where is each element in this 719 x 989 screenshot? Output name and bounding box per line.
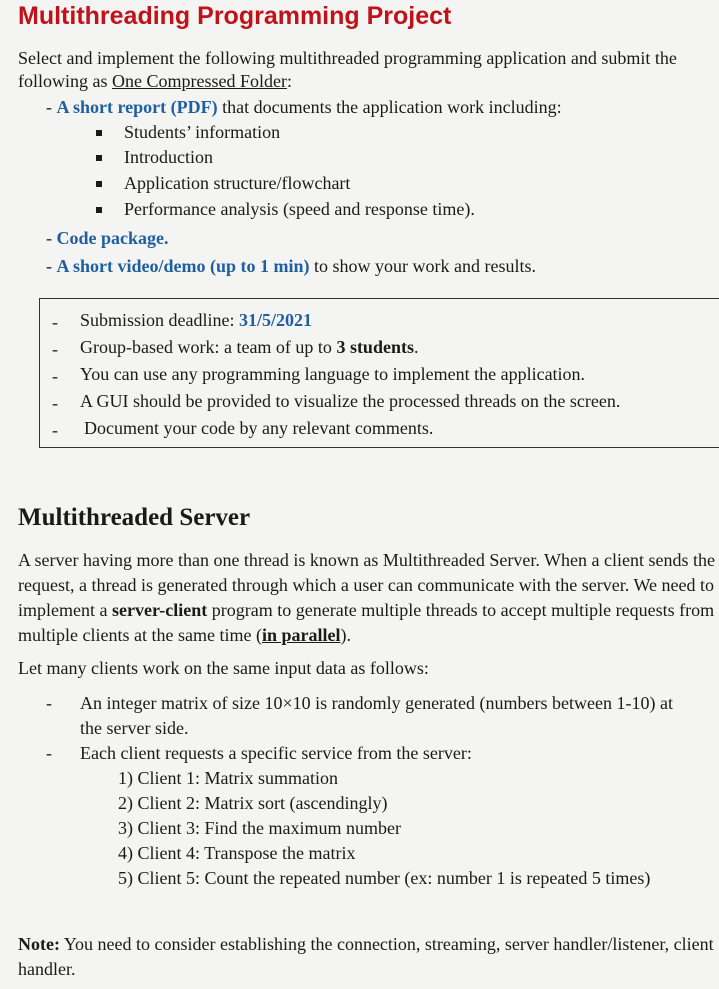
paragraph-line [18,625,351,646]
document-line: Document your code by any relevant comments. [84,418,434,438]
note-line-2: handler. [18,959,76,979]
dash-bullet: - [46,743,52,763]
in-parallel-text: in parallel [261,625,341,645]
gui-line: A GUI should be provided to visualize the processed threads on the screen. [80,391,621,411]
note-line-1 [18,934,714,955]
group-prefix: Group-based work: a team of up to [80,337,337,357]
intro-prefix: following as [18,71,112,91]
note-text: You need to consider establishing the connection, streaming, server handler/listener, client [59,934,714,954]
intro-line-2 [18,71,292,92]
group-line [80,337,418,358]
client-item: 2) Client 2: Matrix sort (ascendingly) [118,793,388,813]
intro-suffix: : [286,71,292,91]
report-item-text: Students’ information [124,122,281,142]
deliverable-report: - A short report (PDF) that documents the application work including: [46,97,562,117]
paragraph-line [18,600,714,621]
note-label: Note: [18,934,60,954]
deadline-value: 31/5/2021 [239,310,313,330]
server-client-text: server-client [111,600,208,620]
p1-line3-prefix: implement a [18,600,112,620]
dash-bullet: - [52,366,58,386]
report-item-text: Application structure/flowchart [124,173,351,193]
dash-bullet: - [52,339,58,359]
deliverable-code: - Code package. [46,228,169,248]
p1-line3-suffix: program to generate multiple threads to accept multiple requests from [207,600,715,620]
dash-bullet: - [52,420,58,440]
dash-bullet: - [46,693,52,713]
client-request-bullet: Each client requests a specific service from the server: [80,743,472,763]
deliverable-report-highlight: A short report (PDF) [56,97,218,117]
deliverable-video-rest: to show your work and results. [309,256,536,276]
dash-bullet: - [52,393,58,413]
report-item [96,122,280,143]
deliverable-video-highlight: A short video/demo (up to 1 min) [56,256,310,276]
report-item-text: Introduction [124,147,213,167]
paragraph-line: A server having more than one thread is known as Multithreaded Server. When a client sends the [18,550,715,570]
square-bullet-icon [96,155,102,161]
client-item: 3) Client 3: Find the maximum number [118,818,401,838]
dash-bullet: - [52,312,58,332]
report-item [96,173,350,194]
language-line: You can use any programming language to implement the application. [80,364,586,384]
report-item [96,147,213,168]
square-bullet-icon [96,207,102,213]
deliverable-report-rest: that documents the application work including: [217,97,562,117]
paragraph-2: Let many clients work on the same input data as follows: [18,658,429,678]
page-title: Multithreading Programming Project [18,2,452,30]
matrix-bullet-line-1: An integer matrix of size 10×10 is randomly generated (numbers between 1-10) at [80,693,673,713]
square-bullet-icon [96,181,102,187]
client-item: 4) Client 4: Transpose the matrix [118,843,356,863]
square-bullet-icon [96,130,102,136]
deadline-line [80,310,312,331]
p1-line4-prefix: multiple clients at the same time ( [18,625,262,645]
matrix-bullet-line-2: the server side. [80,718,189,738]
section-heading: Multithreaded Server [18,504,251,531]
paragraph-line: request, a thread is generated through which a user can communicate with the server. We need to [18,575,714,595]
client-item: 5) Client 5: Count the repeated number (ex: number 1 is repeated 5 times) [118,868,651,888]
deliverable-code-highlight: Code package. [56,228,169,248]
compressed-folder-text: One Compressed Folder [112,71,287,91]
deadline-label: Submission deadline: [80,310,239,330]
report-item [96,199,475,220]
intro-line-1: Select and implement the following multithreaded programming application and submit the [18,48,677,68]
report-item-text: Performance analysis (speed and response time). [124,199,475,219]
p1-line4-suffix: ). [340,625,351,645]
deliverable-video: - A short video/demo (up to 1 min) to show your work and results. [46,256,536,276]
group-suffix: . [413,337,419,357]
group-bold: 3 students [336,337,414,357]
client-item: 1) Client 1: Matrix summation [118,768,338,788]
